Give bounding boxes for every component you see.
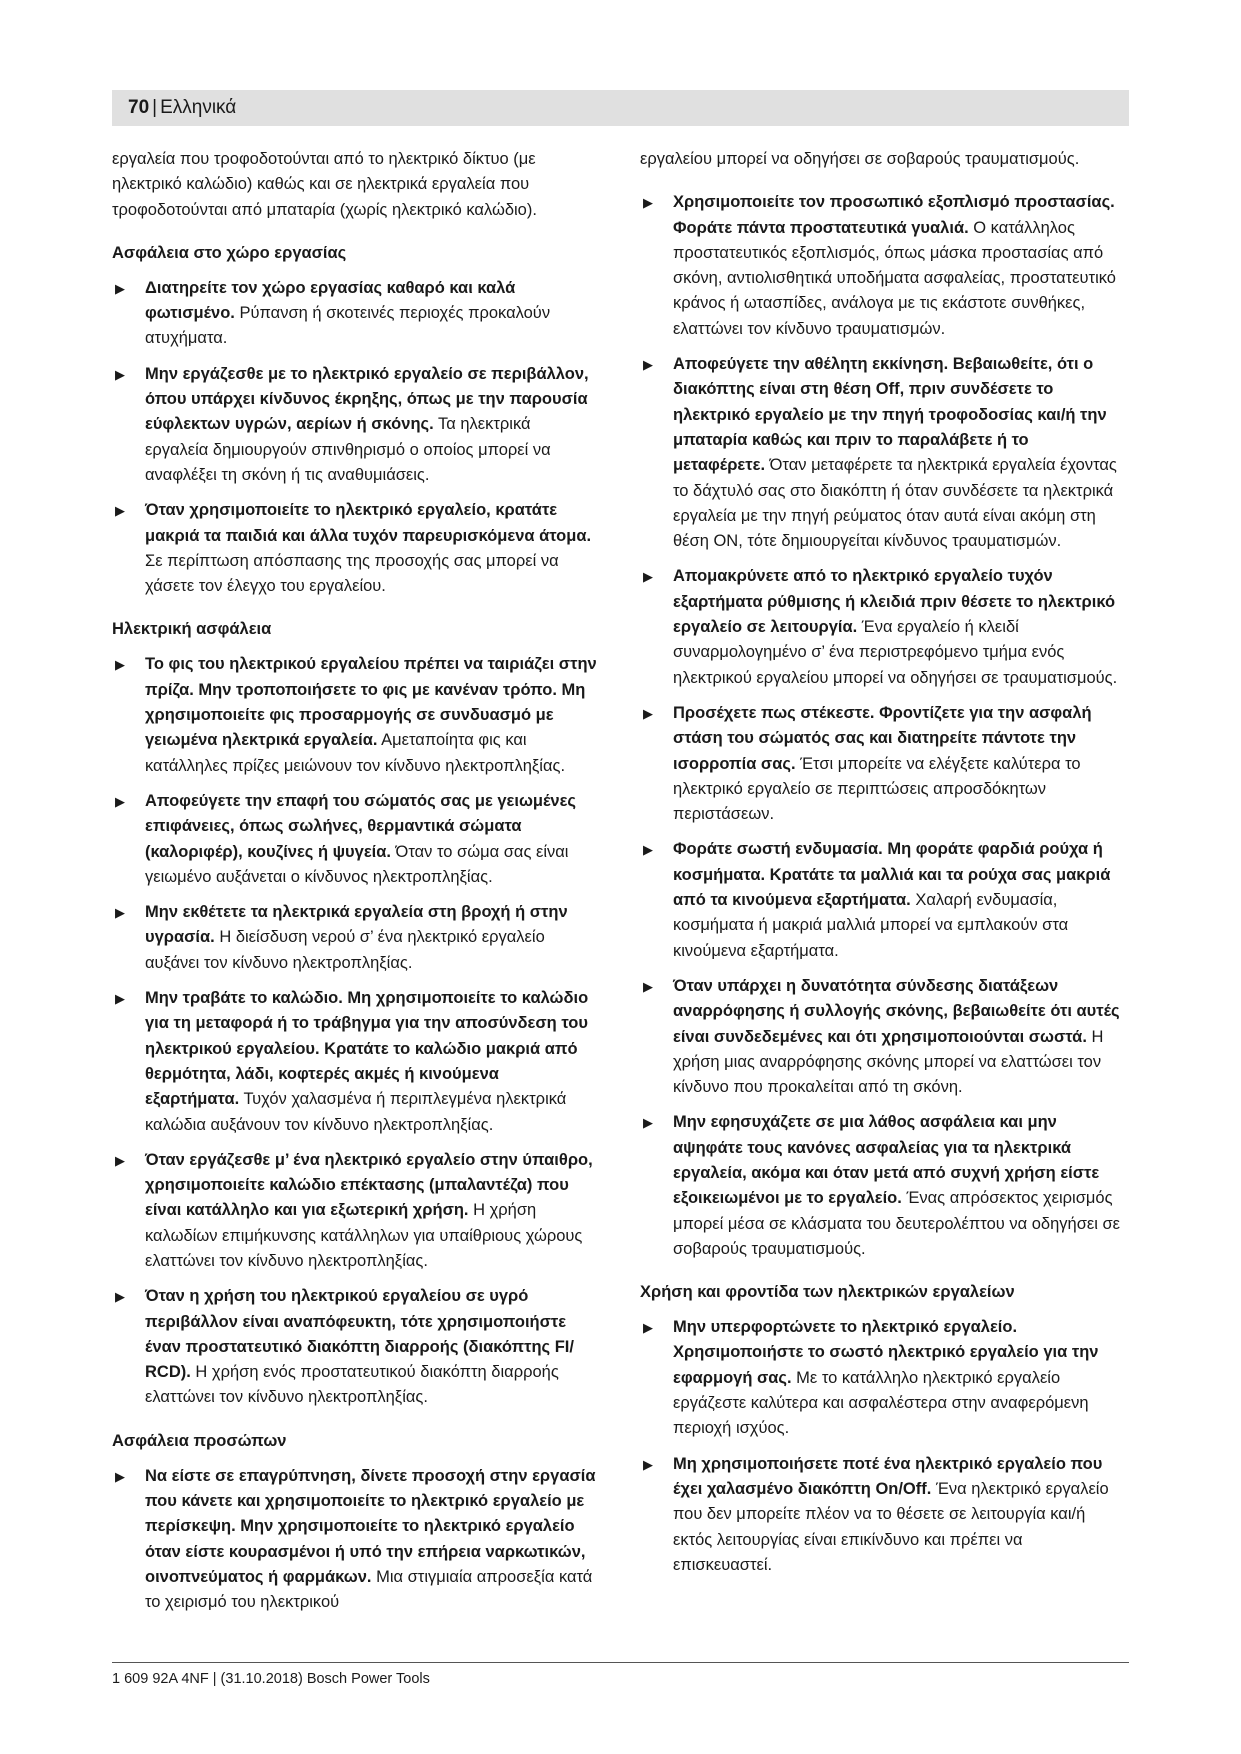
item-bold: Μην εκθέτετε τα ηλεκτρικά εργαλεία στη βροχή ή στην υγρασία.: [145, 903, 568, 947]
list-item: [112, 1284, 597, 1410]
bullet-triangle-icon: ▶: [643, 195, 653, 211]
item-text: Χαλαρή ενδυμασία, κοσμήματα ή μακριά μαλλιά μπορεί να εμπλακούν στα κινούμενα εξαρτήματα.: [673, 891, 1069, 960]
left-intro-paragraph: εργαλεία που τροφοδοτούνται από το ηλεκτρικό δίκτυο (με ηλεκτρικό καλώδιο) καθώς και σε ηλεκτρικά εργαλεία που τροφοδοτούνται από μπαταρία (χωρίς ηλεκτρικό καλώδιο).: [112, 150, 537, 219]
list-item: [640, 564, 1125, 690]
item-text: Η χρήση καλωδίων επιμήκυνσης κατάλληλων για υπαίθριους χώρους ελαττώνει τον κίνδυνο ηλεκτροπληξίας.: [145, 1201, 583, 1270]
bullet-triangle-icon: ▶: [643, 705, 653, 721]
item-text: Ένα ηλεκτρικό εργαλείο που δεν μπορείτε πλέον να το θέσετε σε λειτουργία και/ή εκτός λειτουργίας είναι επικίνδυνο και πρέπει να επισκευαστεί.: [673, 1479, 1109, 1574]
item-bold: Αποφεύγετε την αθέλητη εκκίνηση. Βεβαιωθείτε, ότι ο διακόπτης είναι στη θέση Off, πριν συνδέσετε το ηλεκτρικό εργαλείο με την πηγή τροφοδοσίας και/ή την μπαταρία καθώς και πριν το παραλάβετε ή το μεταφέρετε.: [673, 355, 1107, 475]
item-bold: Όταν υπάρχει η δυνατότητα σύνδεσης διατάξεων αναρρόφησης ή συλλογής σκόνης, βεβαιωθείτε ότι αυτές είναι συνδεδεμένες και ότι χρησιμοποιούνται σωστά.: [673, 976, 1120, 1046]
list-item: [112, 789, 597, 890]
item-text: Μια στιγμιαία απροσεξία κατά το χειρισμό του ηλεκτρικού: [145, 1567, 593, 1612]
list-item: [640, 974, 1125, 1100]
list-item: [112, 498, 597, 599]
item-bold: Φοράτε σωστή ενδυμασία. Μη φοράτε φαρδιά ρούχα ή κοσμήματα. Κρατάτε τα μαλλιά και τα ρούχα σας μακριά από τα κινούμενα εξαρτήματα.: [673, 840, 1111, 910]
left-column: [112, 147, 597, 1626]
bullet-triangle-icon: ▶: [115, 1289, 125, 1305]
bullet-triangle-icon: ▶: [643, 569, 653, 585]
item-bold: Όταν εργάζεσθε μ’ ένα ηλεκτρικό εργαλείο στην ύπαιθρο, χρησιμοποιείτε καλώδιο επέκτασης (μπαλαντέζα) που είναι κατάλληλο και για εξωτερική χρήση.: [145, 1150, 593, 1220]
item-text: Σε περίπτωση απόσπασης της προσοχής σας μπορεί να χάσετε τον έλεγχο του εργαλείου.: [145, 551, 559, 596]
list-item: [640, 701, 1125, 827]
right-column: [640, 147, 1125, 1588]
item-bold: Να είστε σε επαγρύπνηση, δίνετε προσοχή στην εργασία που κάνετε και χρησιμοποιείτε το ηλεκτρικό εργαλείο με περίσκεψη. Μην χρησιμοποιείτε το ηλεκτρικό εργαλείο όταν είστε κουρασμένοι ή υπό την επήρεια ναρκωτικών, οινοπνεύματος ή φαρμάκων.: [145, 1466, 596, 1586]
item-bold: Διατηρείτε τον χώρο εργασίας καθαρό και καλά φωτισμένο.: [145, 278, 516, 323]
item-text: Όταν το σώμα σας είναι γειωμένο αυξάνεται ο κίνδυνος ηλεκτροπληξίας.: [145, 842, 569, 886]
item-bold: Μη χρησιμοποιήσετε ποτέ ένα ηλεκτρικό εργαλείο που έχει χαλασμένο διακόπτη On/Off.: [673, 1454, 1103, 1498]
item-text: Αμεταποίητα φις και κατάλληλες πρίζες μειώνουν τον κίνδυνο ηλεκτροπληξίας.: [145, 731, 566, 775]
page-number: 70: [128, 97, 150, 118]
bullet-triangle-icon: ▶: [115, 1468, 125, 1484]
item-text: Η χρήση μιας αναρρόφησης σκόνης μπορεί να ελαττώσει τον κίνδυνο που προκαλείται από τη σκόνη.: [673, 1027, 1104, 1097]
list-item: [640, 352, 1125, 554]
bullet-triangle-icon: ▶: [115, 793, 125, 809]
section-heading-workplace: Ασφάλεια στο χώρο εργασίας: [112, 243, 347, 262]
item-bold: Απομακρύνετε από το ηλεκτρικό εργαλείο τυχόν εξαρτήματα ρύθμισης ή κλειδιά πριν θέσετε το ηλεκτρικό εργαλείο σε λειτουργία.: [673, 567, 1116, 637]
item-text: Τυχόν χαλασμένα ή περιπλεγμένα ηλεκτρικά καλώδια αυξάνουν τον κίνδυνο ηλεκτροπληξίας.: [145, 1090, 567, 1134]
section-heading-electrical: Ηλεκτρική ασφάλεια: [112, 620, 272, 639]
header-language: Ελληνικά: [160, 97, 237, 118]
bullet-triangle-icon: ▶: [115, 366, 125, 382]
list-item: [112, 652, 597, 778]
item-text: Ρύπανση ή σκοτεινές περιοχές προκαλούν ατυχήματα.: [145, 304, 551, 348]
item-text: Η χρήση ενός προστατευτικού διακόπτη διαρροής ελαττώνει τον κίνδυνο ηλεκτροπληξίας.: [145, 1363, 559, 1407]
bullet-triangle-icon: ▶: [115, 1152, 125, 1168]
item-bold: Αποφεύγετε την επαφή του σώματός σας με γειωμένες επιφάνειες, όπως σωλήνες, θερμαντικά σώματα (καλοριφέρ), κουζίνες ή ψυγεία.: [145, 791, 577, 861]
list-item: [112, 1464, 597, 1616]
section-heading-personal: Ασφάλεια προσώπων: [112, 1431, 287, 1450]
item-bold: Προσέχετε πως στέκεστε. Φροντίζετε για την ασφαλή στάση του σώματός σας και διατηρείτε πάντοτε την ισορροπία σας.: [673, 703, 1092, 773]
item-text: Ένα εργαλείο ή κλειδί συναρμολογημένο σ’ ένα περιστρεφόμενο τμήμα ενός ηλεκτρικού εργαλείου μπορεί να οδηγήσει σε τραυματισμούς.: [673, 618, 1118, 687]
bullet-triangle-icon: ▶: [115, 280, 125, 296]
item-text: Με το κατάλληλο ηλεκτρικό εργαλείο εργάζεστε καλύτερα και ασφαλέστερα στην αναφερόμενη περιοχή ισχύος.: [673, 1368, 1089, 1438]
item-bold: Το φις του ηλεκτρικού εργαλείου πρέπει να ταιριάζει στην πρίζα. Μην τροποποιήσετε το φις με κανέναν τρόπο. Μη χρησιμοποιείτε φις προσαρμογής σε συνδυασμό με γειωμένα ηλεκτρικά εργαλεία.: [145, 655, 597, 750]
right-intro-paragraph: εργαλείου μπορεί να οδηγήσει σε σοβαρούς τραυματισμούς.: [640, 150, 1080, 168]
item-text: Ο κατάλληλος προστατευτικός εξοπλισμός, όπως μάσκα προστασίας από σκόνη, αντιολισθητικά υποδήματα ασφαλείας, προστατευτικό κράνος ή ωτασπίδες, ανάλογα με τις εκάστοτε συνθήκες, ελαττώνει τον κίνδυνο τραυματισμών.: [673, 218, 1116, 338]
list-item: [112, 900, 597, 976]
list-item: [112, 276, 597, 352]
bullet-triangle-icon: ▶: [643, 1115, 653, 1131]
list-item: [640, 1110, 1125, 1262]
section-heading-tool-use-care: Χρήση και φροντίδα των ηλεκτρικών εργαλείων: [640, 1283, 1015, 1302]
list-item: [640, 1315, 1125, 1441]
bullet-triangle-icon: ▶: [115, 905, 125, 921]
item-text: Τα ηλεκτρικά εργαλεία δημιουργούν σπινθηρισμό ο οποίος μπορεί να αναφλέξει τη σκόνη ή τις αναθυμιάσεις.: [145, 415, 551, 484]
bullet-triangle-icon: ▶: [643, 1320, 653, 1336]
item-bold: Μην εφησυχάζετε σε μια λάθος ασφάλεια και μην αψηφάτε τους κανόνες ασφαλείας για τα ηλεκτρικά εργαλεία, ακόμα και όταν μετά από συχνή χρήση είστε εξοικειωμένοι με το εργαλείο.: [673, 1113, 1100, 1208]
list-item: [112, 362, 597, 488]
list-item: [640, 190, 1125, 342]
item-bold: Όταν η χρήση του ηλεκτρικού εργαλείου σε υγρό περιβάλλον είναι αναπόφευκτη, τότε χρησιμοποιήστε έναν προστατευτικό διακόπτη διαρροής (διακόπτης FI/ RCD).: [145, 1287, 574, 1382]
bullet-triangle-icon: ▶: [643, 842, 653, 858]
item-bold: Μην υπερφορτώνετε το ηλεκτρικό εργαλείο. Χρησιμοποιήστε το σωστό ηλεκτρικό εργαλείο για την εφαρμογή σας.: [673, 1318, 1099, 1387]
item-bold: Μην εργάζεσθε με το ηλεκτρικό εργαλείο σε περιβάλλον, όπου υπάρχει κίνδυνος έκρηξης, όπως με την παρουσία εύφλεκτων υγρών, αερίων ή σκόνης.: [145, 364, 589, 434]
item-text: Έτσι μπορείτε να ελέγξετε καλύτερα το ηλεκτρικό εργαλείο σε περιπτώσεις απροσδόκητων περιστάσεων.: [673, 754, 1081, 824]
list-item: [112, 1148, 597, 1274]
header-separator: |: [152, 97, 158, 118]
item-text: Η διείσδυση νερού σ’ ένα ηλεκτρικό εργαλείο αυξάνει τον κίνδυνο ηλεκτροπληξίας.: [145, 928, 545, 972]
bullet-triangle-icon: ▶: [115, 503, 125, 519]
page-header: [112, 90, 1129, 126]
bullet-triangle-icon: ▶: [643, 1456, 653, 1472]
list-item: [112, 986, 597, 1138]
bullet-triangle-icon: ▶: [643, 978, 653, 994]
bullet-triangle-icon: ▶: [643, 357, 653, 373]
footer-divider: [112, 1662, 1129, 1663]
bullet-triangle-icon: ▶: [115, 657, 125, 673]
item-bold: Χρησιμοποιείτε τον προσωπικό εξοπλισμό προστασίας. Φοράτε πάντα προστατευτικά γυαλιά.: [673, 193, 1115, 237]
page-footer: 1 609 92A 4NF | (31.10.2018) Bosch Power Tools: [112, 1671, 430, 1687]
list-item: [640, 1452, 1125, 1578]
item-text: Ένας απρόσεκτος χειρισμός μπορεί μέσα σε κλάσματα του δευτερολέπτου να οδηγήσει σε σοβαρούς τραυματισμούς.: [673, 1189, 1121, 1258]
bullet-triangle-icon: ▶: [115, 991, 125, 1007]
item-bold: Όταν χρησιμοποιείτε το ηλεκτρικό εργαλείο, κρατάτε μακριά τα παιδιά και άλλα τυχόν παρευρισκόμενα άτομα.: [145, 501, 592, 545]
list-item: [640, 837, 1125, 963]
item-bold: Μην τραβάτε το καλώδιο. Μη χρησιμοποιείτε το καλώδιο για τη μεταφορά ή το τράβηγμα για την αποσύνδεση του ηλεκτρικού εργαλείου. Κρατάτε το καλώδιο μακριά από θερμότητα, λάδι, κοφτερές ακμές ή κινούμενα εξαρτήματα.: [145, 989, 589, 1109]
item-text: Όταν μεταφέρετε τα ηλεκτρικά εργαλεία έχοντας το δάχτυλό σας στο διακόπτη ή όταν συνδέσετε τα ηλεκτρικά εργαλεία με την πηγή ρεύματος όταν αυτά είναι ακόμη στη θέση ON, τότε δημιουργείται κίνδυνος τραυματισμών.: [673, 456, 1117, 551]
